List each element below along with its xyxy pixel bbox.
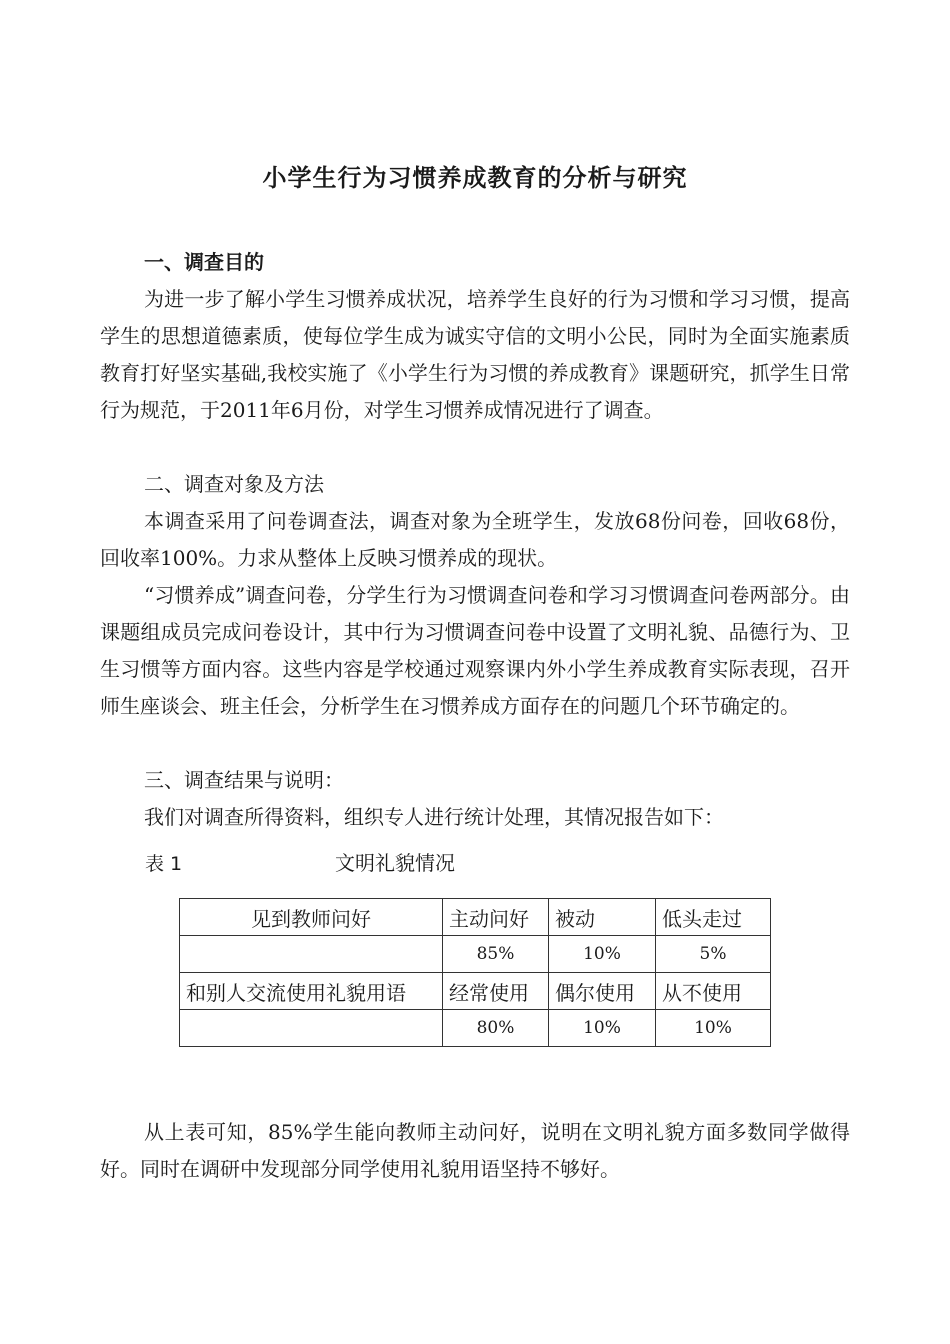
document-title: 小学生行为习惯养成教育的分析与研究: [262, 163, 688, 192]
table-cell: 主动问好: [443, 899, 549, 936]
section3-heading: 三、调查结果与说明：: [144, 768, 344, 792]
table1-caption-number: 表 1: [145, 853, 183, 875]
section1-heading: 一、调查目的: [144, 250, 264, 274]
table-cell: 偶尔使用: [549, 973, 656, 1010]
table-cell: 从不使用: [656, 973, 771, 1010]
table-cell: 10%: [549, 936, 656, 973]
table-cell: 见到教师问好: [180, 899, 443, 936]
table-cell: [180, 936, 443, 973]
table1-caption-title: 文明礼貌情况: [335, 851, 455, 875]
courtesy-table: [179, 898, 771, 1047]
table-cell: 经常使用: [443, 973, 549, 1010]
table-cell: 10%: [549, 1010, 656, 1047]
table-cell: 5%: [656, 936, 771, 973]
table1-caption: [145, 848, 455, 879]
section2-paragraph-2: “习惯养成”调查问卷，分学生行为习惯调查问卷和学习习惯调查问卷两部分。由课题组成员完成问卷设计，其中行为习惯调查问卷中设置了文明礼貌、品德行为、卫生习惯等方面内容。这些内容是学校通过观察课内外小学生养成教育实际表现，召开师生座谈会、班主任会，分析学生在习惯养成方面存在的问题几个环节确定的。: [100, 583, 850, 718]
table-row: [180, 973, 771, 1010]
section1-paragraph: 为进一步了解小学生习惯养成状况，培养学生良好的行为习惯和学习习惯，提高学生的思想道德素质，使每位学生成为诚实守信的文明小公民，同时为全面实施素质教育打好坚实基础,我校实施了《小学生行为习惯的养成教育》课题研究，抓学生日常行为规范，于2011年6月份，对学生习惯养成情况进行了调查。: [100, 287, 850, 422]
conclusion-paragraph: 从上表可知，85%学生能向教师主动问好，说明在文明礼貌方面多数同学做得好。同时在调研中发现部分同学使用礼貌用语坚持不够好。: [100, 1120, 850, 1181]
table-row: [180, 936, 771, 973]
table-cell: 被动: [549, 899, 656, 936]
table-cell: 80%: [443, 1010, 549, 1047]
table-cell: [180, 1010, 443, 1047]
table-cell: 低头走过: [656, 899, 771, 936]
table-row: [180, 899, 771, 936]
section3-paragraph: 我们对调查所得资料，组织专人进行统计处理，其情况报告如下：: [144, 805, 724, 829]
section2-heading: 二、调查对象及方法: [144, 472, 324, 496]
table-cell: 和别人交流使用礼貌用语: [180, 973, 443, 1010]
section2-paragraph-1: 本调查采用了问卷调查法，调查对象为全班学生，发放68份问卷，回收68份，回收率100%。力求从整体上反映习惯养成的现状。: [100, 509, 850, 570]
table-cell: 10%: [656, 1010, 771, 1047]
table-row: [180, 1010, 771, 1047]
table-cell: 85%: [443, 936, 549, 973]
